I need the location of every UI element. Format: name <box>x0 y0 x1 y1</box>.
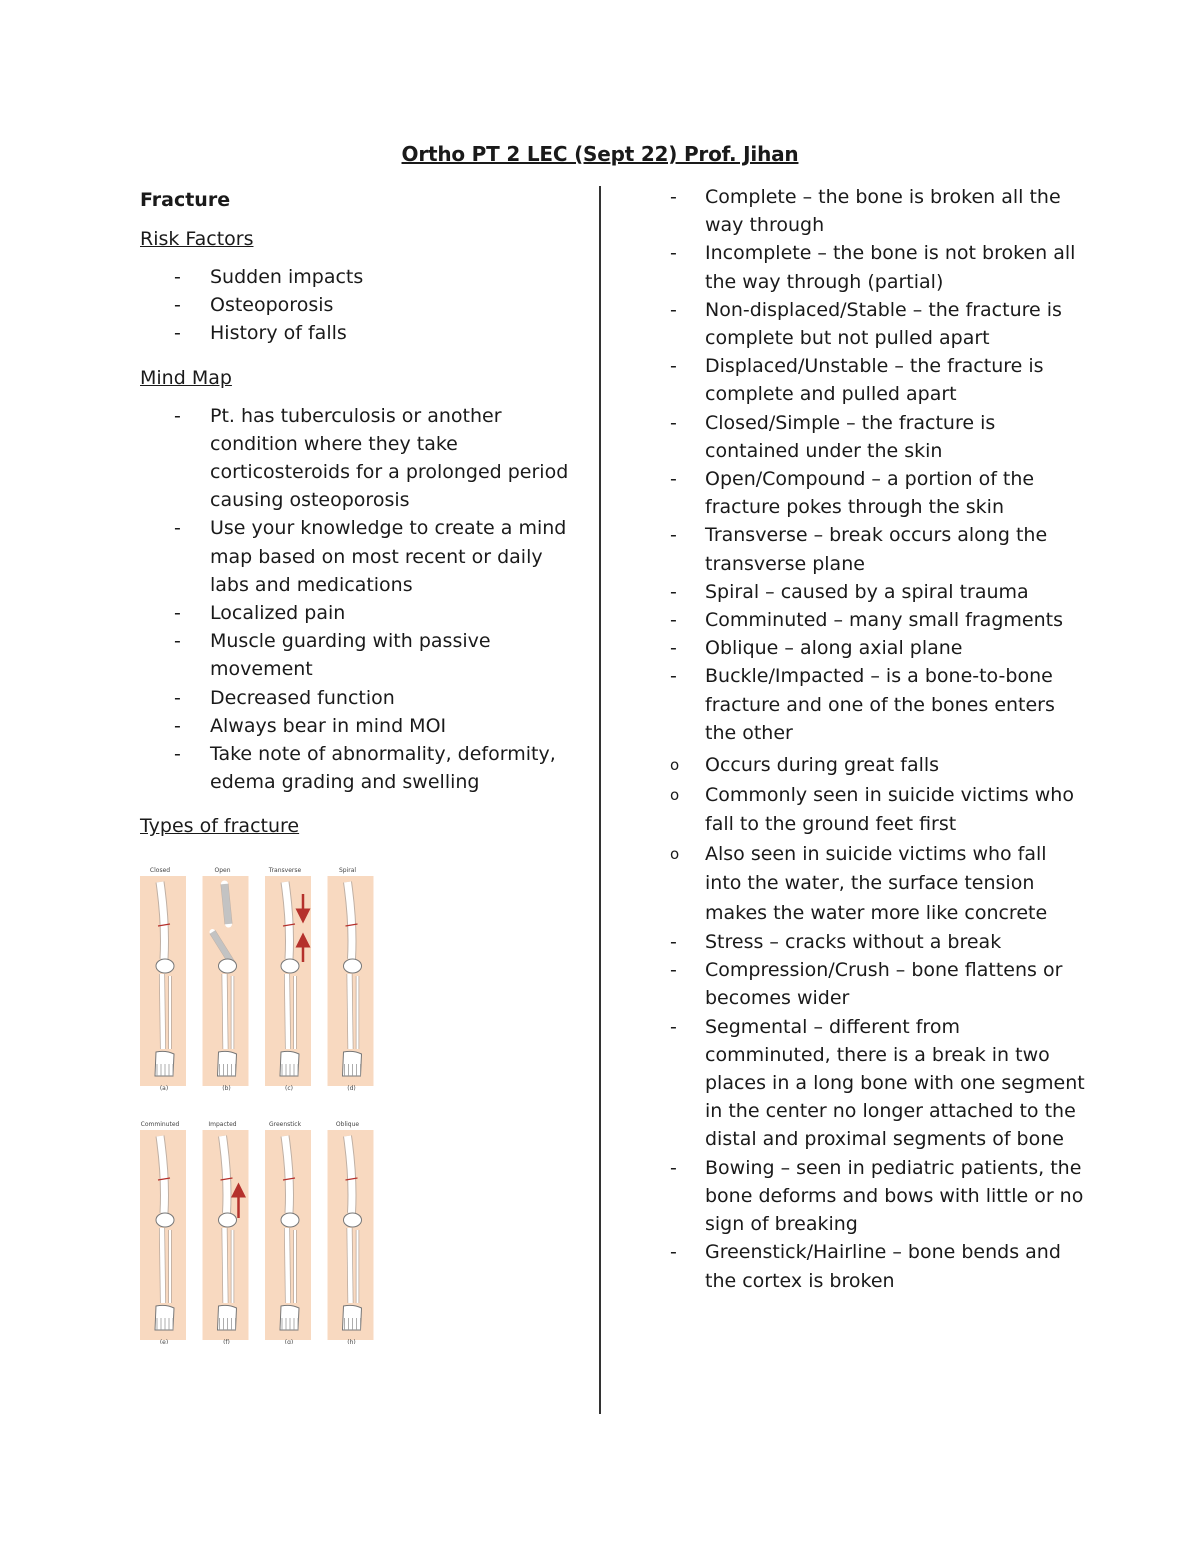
knee-joint <box>156 1213 174 1227</box>
list-item <box>666 662 1086 928</box>
figure-panel <box>265 1121 311 1344</box>
femur-outline <box>225 884 229 924</box>
risk-factors-list <box>140 263 580 348</box>
panel-label: Transverse <box>268 867 302 874</box>
foot-bones <box>343 1305 362 1330</box>
panel-label: Impacted <box>208 1121 237 1128</box>
list-item: - Oblique – along axial plane <box>666 634 1086 662</box>
sub-list-item: o Also seen in suicide victims who fall into the water, the surface tension makes the water more like concrete <box>666 840 1086 929</box>
list-item: - Segmental – different from comminuted, there is a break in two places in a long bone with one segment in the center no longer attached to the distal and proximal segments of bone <box>666 1013 1086 1154</box>
panel-label: Spiral <box>338 867 357 874</box>
list-item: - Localized pain <box>140 599 580 627</box>
figure-panel <box>328 1121 374 1344</box>
foot-bones <box>280 1051 299 1076</box>
panel-label: Greenstick <box>268 1121 302 1128</box>
knee-joint <box>156 959 174 973</box>
subheading-mind-map: Mind Map <box>140 366 232 389</box>
panel-caption: (b) <box>222 1085 231 1092</box>
figure-panel <box>140 1121 186 1344</box>
fracture-types-list <box>666 183 1086 1295</box>
list-item: - Use your knowledge to create a mind map based on most recent or daily labs and medications <box>140 514 580 599</box>
tibia <box>162 974 163 1049</box>
panel-caption: (c) <box>285 1085 293 1092</box>
list-item: - History of falls <box>140 319 580 347</box>
right-column <box>666 183 1086 1311</box>
knee-joint <box>281 1213 299 1227</box>
knee-joint <box>344 1213 362 1227</box>
list-item: - Muscle guarding with passive movement <box>140 627 580 683</box>
knee-joint <box>219 959 237 973</box>
list-item: - Pt. has tuberculosis or another condition where they take corticosteroids for a prolonged period causing osteoporosis <box>140 402 580 515</box>
list-item: - Displaced/Unstable – the fracture is complete and pulled apart <box>666 352 1086 408</box>
list-item: - Incomplete – the bone is not broken all the way through (partial) <box>666 239 1086 295</box>
tibia <box>225 1228 226 1303</box>
knee-joint <box>344 959 362 973</box>
list-item: - Compression/Crush – bone flattens or becomes wider <box>666 956 1086 1012</box>
section-heading-fracture: Fracture <box>140 189 231 211</box>
panel-caption: (h) <box>347 1339 356 1344</box>
tibia <box>225 974 226 1049</box>
list-item: - Osteoporosis <box>140 291 580 319</box>
mind-map-list <box>140 402 580 797</box>
list-item: - Take note of abnormality, deformity, edema grading and swelling <box>140 740 580 796</box>
list-item-text: Buckle/Impacted – is a bone-to-bone fracture and one of the bones enters the other <box>705 665 1055 744</box>
list-item: - Bowing – seen in pediatric patients, the bone deforms and bows with little or no sign of breaking <box>666 1154 1086 1239</box>
list-item: - Stress – cracks without a break <box>666 928 1086 956</box>
figure-panel <box>328 867 374 1092</box>
panel-label: Comminuted <box>140 1121 180 1128</box>
figure-panel <box>203 1121 249 1344</box>
panel-caption: (f) <box>223 1339 230 1344</box>
list-item: - Spiral – caused by a spiral trauma <box>666 578 1086 606</box>
panel-caption: (g) <box>284 1339 294 1344</box>
list-item: - Transverse – break occurs along the transverse plane <box>666 521 1086 577</box>
panel-label: Open <box>214 867 231 874</box>
foot-bones <box>343 1051 362 1076</box>
subheading-risk-factors: Risk Factors <box>140 228 254 250</box>
sub-list-item: o Commonly seen in suicide victims who fall to the ground feet first <box>666 781 1086 840</box>
panel-caption: (e) <box>159 1339 169 1344</box>
foot-bones <box>218 1051 237 1076</box>
fracture-illustration <box>140 864 390 1344</box>
panel-label: Oblique <box>335 1121 360 1128</box>
figure-panel <box>203 867 249 1092</box>
panel-label: Closed <box>149 867 171 874</box>
figure-panel <box>265 867 311 1092</box>
tibia <box>350 974 351 1049</box>
panel-caption: (d) <box>347 1085 356 1092</box>
list-item: - Greenstick/Hairline – bone bends and the cortex is broken <box>666 1238 1086 1294</box>
buckle-sublist <box>666 751 1086 928</box>
foot-bones <box>280 1305 299 1330</box>
list-item: - Closed/Simple – the fracture is contained under the skin <box>666 409 1086 465</box>
page-title: Ortho PT 2 LEC (Sept 22) Prof. Jihan <box>401 142 799 166</box>
subheading-types-of-fracture: Types of fracture <box>140 815 300 838</box>
tibia <box>287 974 288 1049</box>
left-column <box>140 183 580 850</box>
figure-panel <box>140 867 186 1092</box>
foot-bones <box>218 1305 237 1330</box>
list-item: - Always bear in mind MOI <box>140 712 580 740</box>
tibia <box>162 1228 163 1303</box>
sub-list-item: o Occurs during great falls <box>666 751 1086 781</box>
knee-joint <box>219 1213 237 1227</box>
panel-caption: (a) <box>159 1085 169 1092</box>
tibia <box>287 1228 288 1303</box>
column-divider <box>599 186 601 1414</box>
tibia <box>350 1228 351 1303</box>
list-item: - Comminuted – many small fragments <box>666 606 1086 634</box>
list-item: - Decreased function <box>140 684 580 712</box>
foot-bones <box>155 1305 174 1330</box>
list-item: - Open/Compound – a portion of the fracture pokes through the skin <box>666 465 1086 521</box>
list-item: - Sudden impacts <box>140 263 580 291</box>
fracture-types-figure <box>140 864 390 1344</box>
list-item: - Complete – the bone is broken all the way through <box>666 183 1086 239</box>
knee-joint <box>281 959 299 973</box>
foot-bones <box>155 1051 174 1076</box>
list-item: - Non-displaced/Stable – the fracture is complete but not pulled apart <box>666 296 1086 352</box>
